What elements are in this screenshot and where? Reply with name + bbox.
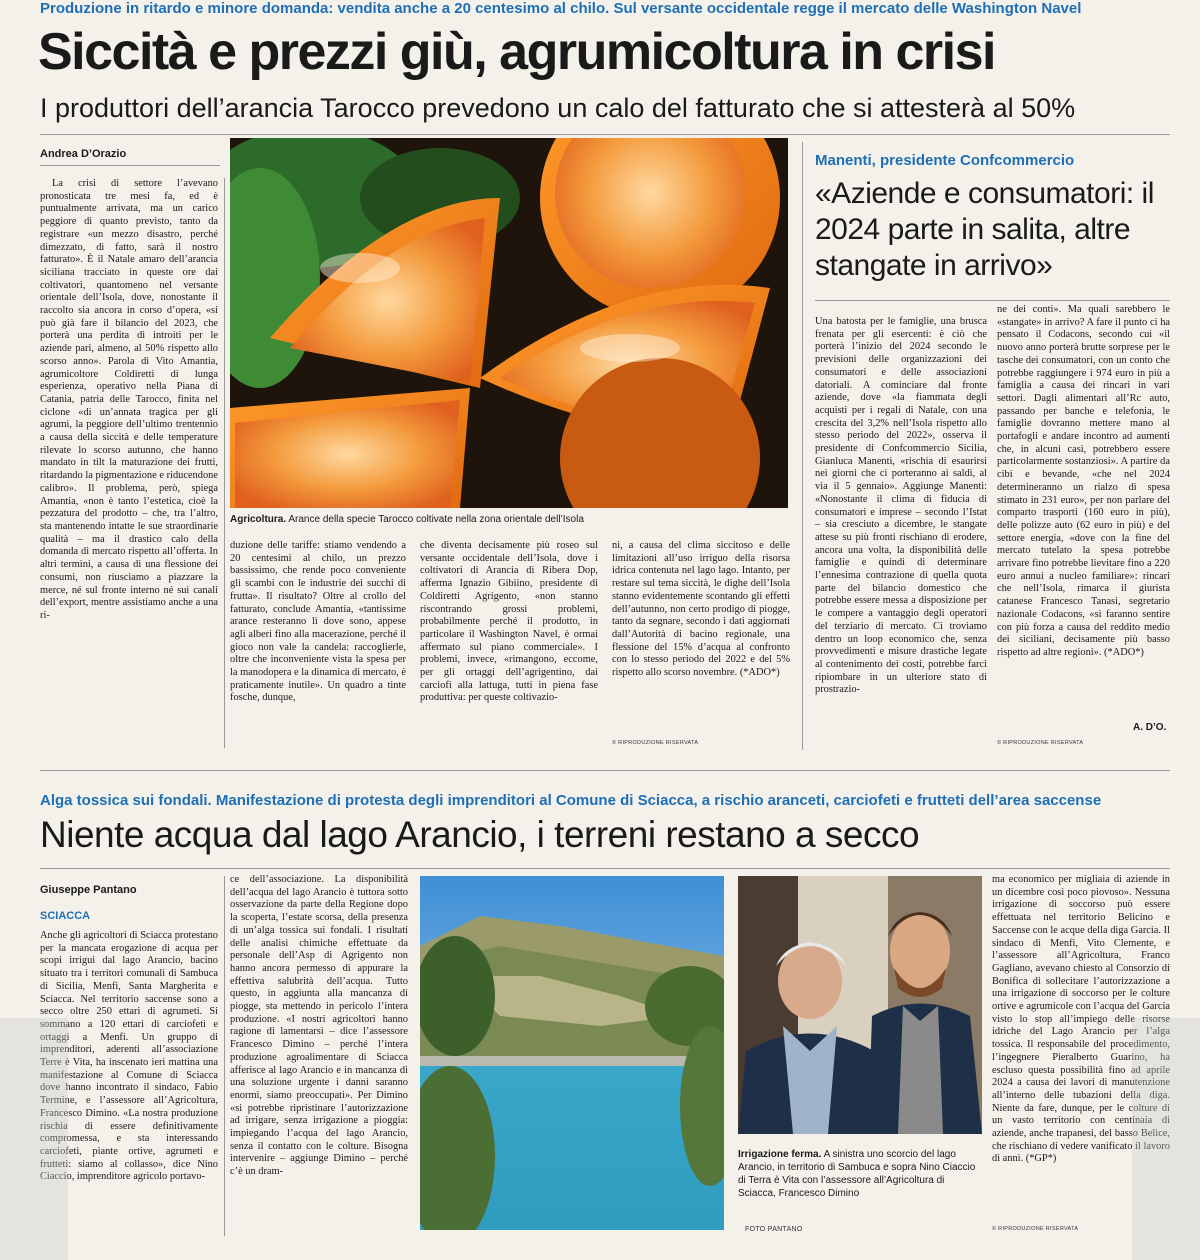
divider [40, 868, 1170, 869]
scan-shadow [1132, 1018, 1200, 1260]
divider [40, 165, 220, 166]
photo-lake [420, 876, 724, 1230]
copyright-note: © RIPRODUZIONE RISERVATA [997, 740, 1084, 746]
divider [815, 300, 1170, 301]
byline: Andrea D’Orazio [40, 148, 127, 160]
photo-caption: Irrigazione ferma. A sinistra uno scorcio del lago Arancio, in territorio di Sambuca e sopra Nino Ciaccio di Terra è Vita con l’assessore all’Agricoltura di Sciacca, Francesco Dimino [738, 1149, 976, 1199]
signature: A. D’O. [1133, 722, 1167, 733]
article-column: duzione delle tariffe: stiamo vendendo a 20 centesimi al chilo, un prezzo bassissimo, che rende poco conveniente gli scambi con le industrie dei succhi di frutta». Il risultato? Oltre al crollo del fatturato, conclude Amantia, «tantissime arance resteranno lì dove sono, appese agli alberi fino alla macerazione, perché il gioco non vale la candela: raccoglierle, oltre che inconveniente vista la spesa per la manodopera e la dinamica di mercato, è praticamente inutile». Un quadro a tinte fosche, dunque, [230, 540, 406, 704]
article-column: ma economico per migliaia di aziende in un dicembre così poco piovoso». Nessuna irrigazione di soccorso può essere effettuata nel territorio Belicino e Saccense con le acque della diga Garcia. Il sindaco di Menfi, Vito Clemente, e l’assessore all’Agricoltura, Franco Gagliano, avevano chiesto al Consorzio di Bonifica di sollecitare l’autorizzazione a una irrigazione di soccorso per le colture ortive e agrumicole con l’acqua del Garcia visto lo stop all’impiego delle risorse idriche del Lago Arancio per l’alga tossica. Il responsabile del procedimento, l’ingegnere Pieralberto Guarino, ha escluso questa possibilità fino ad aprile 2024 a causa dei lavori di manutenzione all’interno delle tubazioni della diga. Niente da fare, dunque, per le colture di un vasto territorio con centinaia di aziende, anche trapanesi, del basso Belice, che rischiano di vedere vanificato il lavoro di anni. (*GP*) [992, 874, 1170, 1165]
divider [40, 770, 1170, 771]
divider [224, 876, 225, 1236]
article-subheadline: I produttori dell’arancia Tarocco prevedono un calo del fatturato che si attesterà al 50% [40, 93, 1076, 123]
copyright-note: © RIPRODUZIONE RISERVATA [992, 1226, 1079, 1232]
photo-portrait [738, 876, 982, 1134]
article-column: ni, a causa del clima siccitoso e delle limitazioni all’uso irriguo della risorsa idrica contenuta nel lago lago. Intanto, per restare sul tema siccità, le dighe dell’Isola stanno evidentemente scontando gli effetti dell’autunno, non certo prodigo di piogge, tanto da segnare, secondo i dati aggiornati dall’Autorità di bacino regionale, una flessione del 15% d’acqua al confronto con lo stesso periodo del 2022 e del 5% rispetto allo scorso novembre. (*ADO*) [612, 540, 790, 679]
photo-credit: FOTO PANTANO [745, 1226, 803, 1233]
article-headline: Niente acqua dal lago Arancio, i terreni restano a secco [40, 814, 920, 855]
copyright-note: © RIPRODUZIONE RISERVATA [612, 740, 699, 746]
article-kicker: Alga tossica sui fondali. Manifestazione di protesta degli imprenditori al Comune di Sciacca, a rischio aranceti, carciofeti e frutteti dell’area saccense [40, 792, 1102, 809]
article-kicker: Produzione in ritardo e minore domanda: vendita anche a 20 centesimo al chilo. Sul versante occidentale regge il mercato delle Washington Navel [40, 0, 1082, 17]
photo-oranges [230, 138, 788, 508]
photo-caption: Agricoltura. Arance della specie Tarocco coltivate nella zona orientale dell’Isola [230, 514, 584, 525]
divider [224, 178, 225, 748]
byline: Giuseppe Pantano [40, 884, 137, 896]
article-column: che diventa decisamente più roseo sul versante occidentale dell’Isola, dove i coltivatori di Arancia di Ribera Dop, afferma Ignazio Gibiino, presidente di Coldiretti Agrigento, «non stanno riscontrando grossi problemi, probabilmente perché il prodotto, in particolare il Washington Navel, è ormai affermato sul piano commerciale». I problemi, invece, «rimangono, eccome, per gli ortaggi dell’agrigentino, dai carciofi alla lattuga, tutti in piena fase produttiva: per queste coltivazio- [420, 540, 598, 704]
sidebar-kicker: Manenti, presidente Confcommercio [815, 152, 1075, 169]
article-column: Una batosta per le famiglie, una brusca frenata per gli esercenti: è ciò che porterà l’inizio del 2024 secondo le previsioni delle organizzazioni dei consumatori e delle associazioni datoriali. A cominciare dal fronte aziende, dove «la fiammata degli acquisti per i regali di Natale, con una crescita del 3,2% nell’Isola rispetto allo stesso periodo del 2022», osserva il presidente di Confcommercio Sicilia, Gianluca Manenti, «rischia di esaurirsi nei giorni che ci porteranno ai saldi, al via il 5 gennaio». Aggiunge Manenti: «Nonostante il clima di fiducia di consumatori e imprese – secondo l’Istat – sia cresciuto a dicembre, le stangate attese su più fronti rischiano di erodere, ancora una volta, la disponibilità delle famiglie e quindi di determinare l’ennesima contrazione di quella quota parte del bilancio domestico che potrebbe essere messa a disposizione per le compere a vantaggio degli operatori del terziario di mercato. Ci troviamo dentro un loop economico che, senza provvedimenti e misure drastiche legate al contenimento dei costi, potrebbe farci ripiombare in un ulteriore stato di prostrazio- [815, 316, 987, 696]
divider [802, 142, 803, 750]
dateline: SCIACCA [40, 910, 91, 922]
sidebar-headline: «Aziende e consumatori: il 2024 parte in salita, altre stangate in arrivo» [815, 177, 1154, 282]
scan-shadow [0, 1018, 68, 1260]
article-headline: Siccità e prezzi giù, agrumicoltura in crisi [38, 23, 995, 81]
article-column: Anche gli agricoltori di Sciacca protestano per la mancata erogazione di acqua per scopi irrigui dal lago Arancio, bacino situato tra i territori comunali di Sambuca di Sicilia, Menfi, Santa Margherita e Sciacca. Nel territorio saccense sono a secco oltre 250 ettari di agrumeti. Si sommano a 120 ettari di carciofeti e ortaggi a Menfi. Un gruppo di imprenditori, aderenti all’associazione Terre è Vita, ha inscenato ieri mattina una manifestazione al Comune di Sciacca dove hanno incontrato il sindaco, Fabio Termine, e l’assessore all’Agricoltura, Francesco Dimino. «La nostra produzione rischia di essere definitivamente compromessa, e sta interessando carciofeti, piante ortive, agrumeti e frutteti: siamo al collasso», dice Nino Ciaccio, imprenditore agricolo portavo- [40, 930, 218, 1183]
article-column: La crisi di settore l’avevano pronosticata tre mesi fa, ed è puntualmente arrivata, ma un carico peggiore di quanto previsto, tanto da registrare «un mezzo disastro, perché dimezzato, di fatto, sarà il nostro fatturato». È il Natale amaro dell’arancia siciliana tracciato in queste ore dai coltivatori, quantomeno nel versante orientale dell’Isola, dove, nonostante il raccolto sia ancora in corso d’opera, «si può già fare il bilancio del 2023, che porterà una perdita di introiti per le aziende pari, almeno, al 50% rispetto allo scorso anno». Parola di Vito Amantia, agrumicoltore Coldiretti di lunga esperienza, operativo nella Piana di Catania, patria delle Tarocco, finita nel ciclone «di un’annata tragica per gli agrumi, la peggiore dell’ultimo trentennio a causa della siccità e delle temperature rilevate lo scorso autunno, che hanno mandato in tilt la maturazione dei frutti, ritardando la pigmentazione e riducendone calibro». Il problema, però, spiega Amantia, «non è tanto l’estetica, cioè la pezzatura del prodotto – che, tra l’altro, sta mantenendo intatte le sue straordinarie qualità – ma il drastico calo della domanda di mercato rispetto all’offerta. In altri termini, a causa di una flessione dei consumi, non riusciamo a piazzare la merce, né sul fronte interno né sui canali dell’export, mentre assistiamo anche a una ri- [40, 178, 218, 621]
article-column: ne dei conti». Ma quali sarebbero le «stangate» in arrivo? A fare il punto ci ha pensato il Codacons, secondo cui «il nuovo anno porterà brutte sorprese per le tasche dei consumatori, con un conto che potrebbe raggiungere i 974 euro in più a famiglia a causa dei rincari in vari settori. Dagli alimentari all’Rc auto, passando per banche e telefonia, le famiglie dovranno mettere mano al portafogli e andare incontro ad aumenti che, in alcuni casi, potrebbero essere particolarmente sostanziosi». A partire da cibi e bevande, «che nel 2024 determineranno un rialzo di spesa stimato in 231 euro», per non parlare del comparto trasporti (160 euro in più), delle polizze auto (62 euro in più) e del settore energia, «dove con la fine del mercato tutelato la spesa potrebbe arrivare fino potrebbe lievitare fino a 220 euro annui a nucleo familiare»: rincari che nell’Isola, rimarca il giurista catanese Francesco Tanasi, segretario nazionale Codacons, «si faranno sentire con più forza a causa del reddito medio dei siciliani, decisamente più basso rispetto ad altre regioni». (*ADO*) [997, 304, 1170, 658]
divider [40, 134, 1170, 135]
article-column: ce dell’associazione. La disponibilità dell’acqua del lago Arancio è tuttora sotto osservazione da parte della Regione dopo la scoperta, l’estate scorsa, della presenza di un’alga tossica sui fondali. I risultati delle analisi chimiche effettuate da personale dell’Asp di Agrigento non hanno ancora permesso di appurare la effettiva salubrità dell’acqua. Tutto questo, in aggiunta alla mancanza di piogge, sta mettendo in pericolo l’intera produzione. «I nostri agricoltori hanno ragione di lamentarsi – dice l’assessore Francesco Dimino – perché l’intera produzione agroalimentare di Sciacca afferisce al lago Arancio e in mancanza di una soluzione urgente i danni saranno enormi, siamo preoccupati». Per Dimino «si potrebbe ripristinare l’autorizzazione ad irrigare, senza irrigazione a pioggia: impiegando l’acqua del lago Arancio, senza il contatto con le colture. Bisogna intervenire – aggiunge Dimino – perché c’è un dram- [230, 874, 408, 1178]
